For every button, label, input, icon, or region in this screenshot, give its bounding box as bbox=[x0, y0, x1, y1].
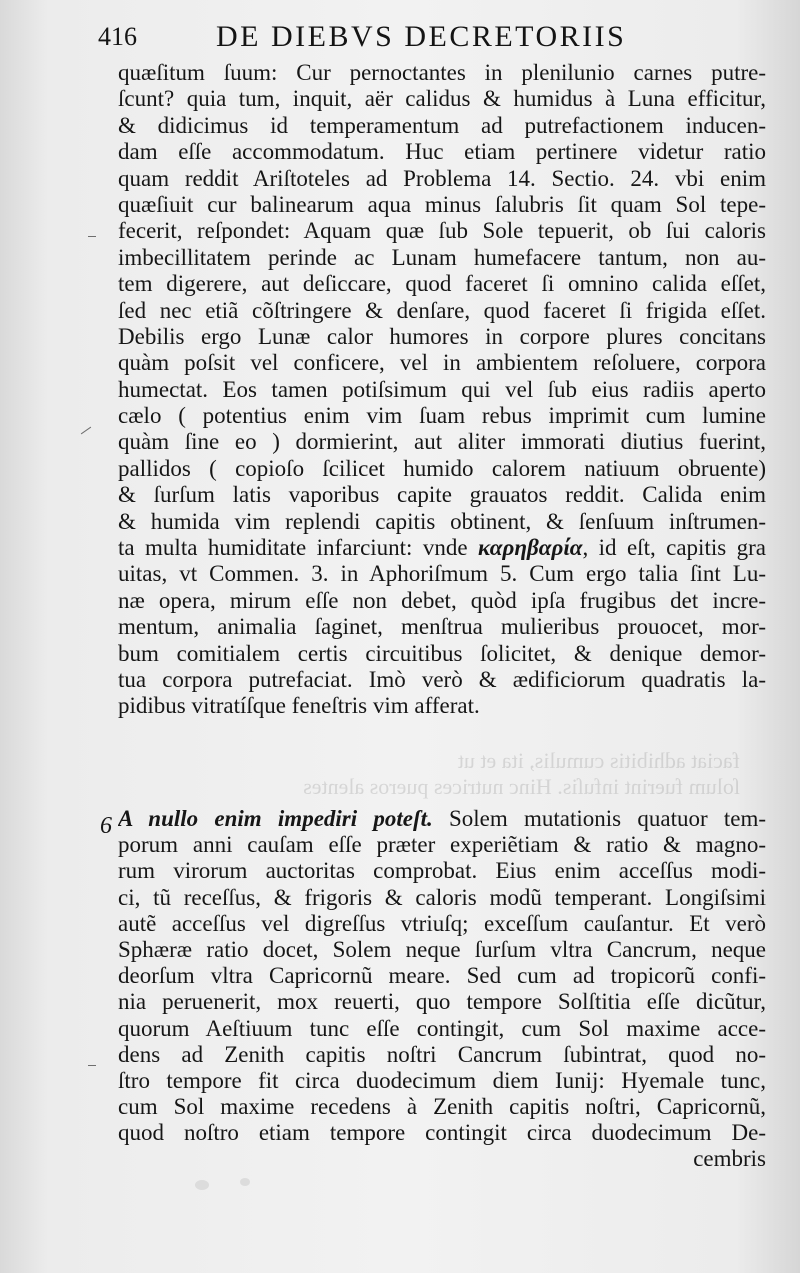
text-line: tem digerere, aut deſiccare, quod faceret ſi omnino calida eſſet, bbox=[118, 271, 766, 297]
text-line: autẽ acceſſus vel digreſſus vtriuſq; exceſſum cauſantur. Et verò bbox=[118, 910, 766, 936]
paper-stain bbox=[195, 1180, 209, 1190]
running-title: DE DIEBVS DECRETORIIS bbox=[216, 20, 627, 53]
text-line: quorum Aeſtiuum tunc eſſe contingit, cum Sol maxime acce- bbox=[118, 1015, 766, 1041]
text-fragment: Solem mutationis quatuor tem- bbox=[449, 806, 766, 831]
text-line: ſtro tempore fit circa duodecimum diem Iunij: Hyemale tunc, bbox=[118, 1067, 766, 1093]
text-fragment: ta multa humiditate infarciunt: vnde bbox=[118, 535, 479, 561]
text-line: quam reddit Ariſtoteles ad Problema 14. Sectio. 24. vbi enim bbox=[118, 165, 766, 191]
text-line: ſed nec etiã cõſtringere & denſare, quod faceret ſi frigida eſſet. bbox=[118, 297, 766, 323]
margin-mark bbox=[88, 1065, 96, 1066]
bleed-through-text bbox=[180, 748, 740, 800]
page-header bbox=[98, 18, 698, 58]
text-line: & didicimus id temperamentum ad putrefactionem inducen- bbox=[118, 112, 766, 138]
section-6 bbox=[118, 806, 766, 1173]
text-line: deorſum vltra Capricornũ meare. Sed cum ad tropicorũ confi- bbox=[118, 963, 766, 989]
text-line: ſcunt? quia tum, inquit, aër calidus & humidus à Luna efficitur, bbox=[118, 86, 766, 112]
text-line: & ſurſum latis vaporibus capite grauatos reddit. Calida enim bbox=[118, 482, 766, 508]
text-line: uitas, vt Commen. 3. in Aphoriſmum 5. Cum ergo talia ſint Lu- bbox=[118, 561, 766, 587]
text-line: humectat. Eos tamen potiſsimum qui vel ſub eius radiis aperto bbox=[118, 376, 766, 402]
page-number: 416 bbox=[98, 22, 137, 51]
section-6-first-line bbox=[118, 806, 766, 832]
text-line: bum comitialem certis circuitibus ſolicitet, & denique demor- bbox=[118, 640, 766, 666]
text-line: dam eſſe accommodatum. Huc etiam pertinere videtur ratio bbox=[118, 139, 766, 165]
lemma: A nullo enim impediri poteſt. bbox=[118, 806, 433, 831]
text-line: næ opera, mirum eſſe non debet, quòd ipſa frugibus det incre- bbox=[118, 587, 766, 613]
text-line-with-greek bbox=[118, 535, 766, 561]
text-line: Debilis ergo Lunæ calor humores in corpore plures concitans bbox=[118, 323, 766, 349]
text-line: pallidos ( copioſo ſcilicet humido calorem natiuum obruente) bbox=[118, 455, 766, 481]
text-line: tua corpora putrefaciat. Imò verò & ædificiorum quadratis la- bbox=[118, 666, 766, 692]
text-line: nia peruenerit, mox reuerti, quo tempore Solſtitia eſſe dicũtur, bbox=[118, 989, 766, 1015]
text-line: cum Sol maxime recedens à Zenith capitis noſtri, Capricornũ, bbox=[118, 1094, 766, 1120]
text-line: pidibus vitratíſque feneſtris vim afferat. bbox=[118, 693, 480, 719]
text-line: & humida vim replendi capitis obtinent, & ſenſuum inſtrumen- bbox=[118, 508, 766, 534]
text-line: Sphæræ ratio docet, Solem neque ſurſum vltra Cancrum, neque bbox=[118, 936, 766, 962]
text-line: quod noſtro etiam tempore contingit circa duodecimum De- bbox=[118, 1120, 766, 1146]
text-line: porum anni cauſam eſſe præter experiẽtiam & ratio & magno- bbox=[118, 832, 766, 858]
text-line: cælo ( potentius enim vim ſuam rebus imprimit cum lumine bbox=[118, 403, 766, 429]
text-line: quæſiuit cur balinearum aqua minus ſalubris ſit quam Sol tepe- bbox=[118, 191, 766, 217]
text-line: quàm poſsit vel conficere, vel in ambientem reſoluere, corpora bbox=[118, 350, 766, 376]
text-line: fecerit, reſpondet: Aquam quæ ſub Sole tepuerit, ob ſui caloris bbox=[118, 218, 766, 244]
text-line: dens ad Zenith capitis noſtri Cancrum ſubintrat, quod no- bbox=[118, 1041, 766, 1067]
text-line: quàm ſine eo ) dormierint, aut aliter immorati diutius fuerint, bbox=[118, 429, 766, 455]
bleed-through-line: faciat adhibitis cumulis, ita et ut bbox=[457, 748, 740, 773]
catchword: cembris bbox=[693, 1146, 766, 1172]
margin-mark bbox=[81, 427, 91, 435]
text-line: mentum, animalia ſaginet, menſtrua mulieribus prouocet, mor- bbox=[118, 614, 766, 640]
greek-word: καρηβαρία bbox=[478, 535, 583, 561]
text-line: rum virorum auctoritas comprobat. Eius enim acceſſus modi- bbox=[118, 858, 766, 884]
text-line: imbecillitatem perinde ac Lunam humefacere tantum, non au- bbox=[118, 244, 766, 270]
text-line: ci, tũ receſſus, & frigoris & caloris modũ temperant. Longiſsimi bbox=[118, 884, 766, 910]
bleed-through-line: ſolum fuerint infuſis. Hinc nutrices pueros alentes bbox=[303, 774, 740, 799]
paragraph-1 bbox=[118, 60, 766, 720]
margin-mark bbox=[88, 236, 96, 237]
margin-note-number: 6 bbox=[100, 813, 112, 839]
text-fragment: , id eſt, capitis gra bbox=[582, 535, 766, 561]
paper-stain bbox=[240, 1178, 250, 1186]
text-line: quæſitum ſuum: Cur pernoctantes in plenilunio carnes putre- bbox=[118, 60, 766, 85]
